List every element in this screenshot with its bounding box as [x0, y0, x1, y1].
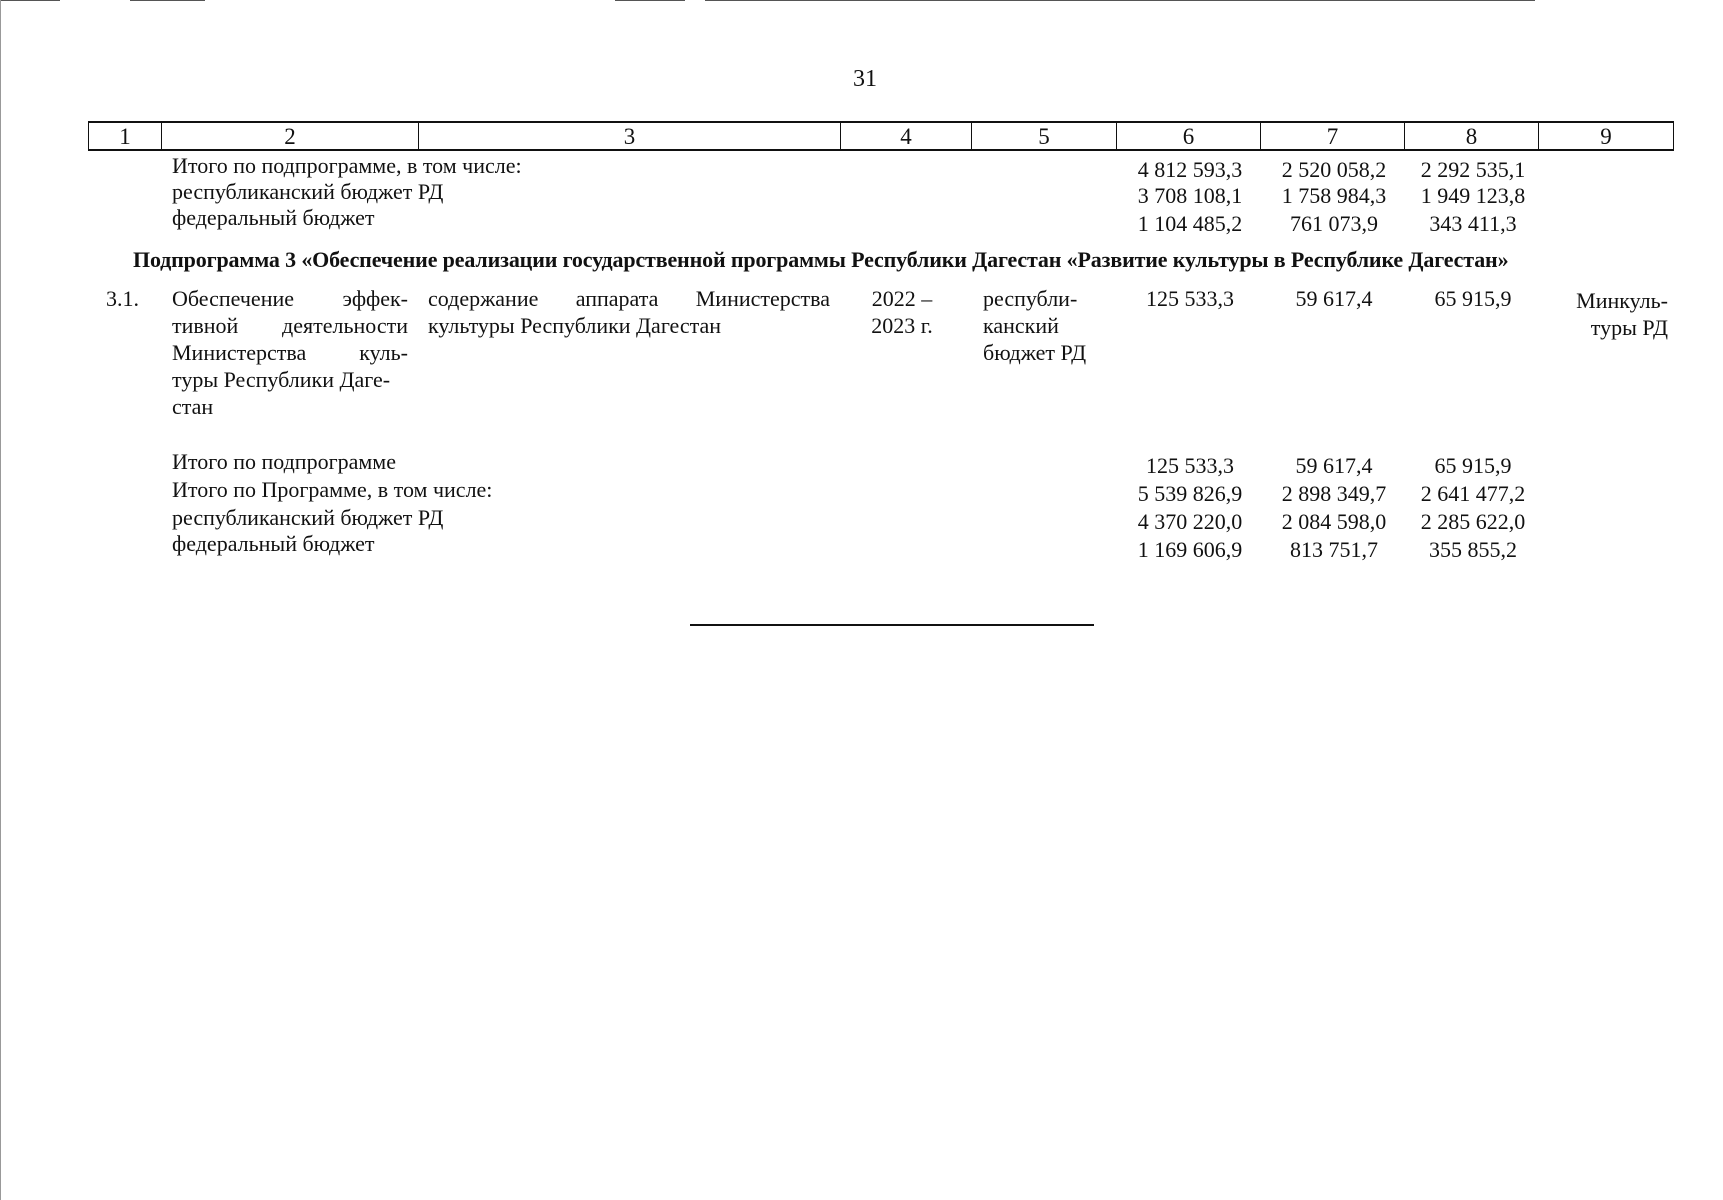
content-line: культуры Республики Дагестан — [428, 313, 722, 338]
total-value-col8: 65 915,9 — [1434, 453, 1512, 478]
total-value-col7: 2 520 058,2 — [1281, 157, 1387, 182]
row-value-col8: 65 915,9 — [1434, 286, 1512, 311]
total-value-col7: 1 758 984,3 — [1281, 183, 1387, 208]
total-value-col8: 2 285 622,0 — [1420, 509, 1526, 534]
total-value-col6: 3 708 108,1 — [1137, 183, 1243, 208]
total-label: федеральный бюджет — [172, 531, 375, 556]
total-value-col7: 2 898 349,7 — [1281, 481, 1387, 506]
table-header-row — [88, 121, 1674, 151]
source-line: республи- — [983, 286, 1078, 311]
total-value-col6: 1 104 485,2 — [1137, 211, 1243, 236]
table-header-cell: 6 — [1116, 123, 1260, 149]
table-header-cell: 9 — [1538, 123, 1674, 149]
page-number: 31 — [853, 66, 877, 92]
activity-line: тивной деятельности — [172, 313, 408, 338]
scan-edge-top-segment — [130, 0, 205, 1]
total-value-col7: 59 617,4 — [1295, 453, 1373, 478]
period-cell — [842, 285, 962, 339]
content-cell — [428, 285, 830, 339]
total-value-col8: 355 855,2 — [1429, 537, 1517, 562]
executor-cell — [1548, 287, 1668, 341]
scan-edge-left — [0, 0, 1, 1200]
activity-line: стан — [172, 394, 214, 419]
activity-line: Обеспечение эффек- — [172, 286, 408, 311]
table-header-cell: 2 — [161, 123, 418, 149]
source-line: бюджет РД — [983, 340, 1087, 365]
total-value-col8: 2 292 535,1 — [1420, 157, 1526, 182]
scan-edge-top-segment — [705, 0, 1535, 1]
total-label: республиканский бюджет РД — [172, 505, 444, 530]
executor-line: туры РД — [1590, 315, 1668, 340]
total-value-col8: 1 949 123,8 — [1420, 183, 1526, 208]
activity-line: туры Республики Даге- — [172, 367, 391, 392]
table-header-cell: 1 — [88, 123, 161, 149]
total-value-col6: 5 539 826,9 — [1137, 481, 1243, 506]
total-label: Итого по подпрограмме, в том числе: — [172, 153, 522, 178]
row-value-col6: 125 533,3 — [1146, 286, 1234, 311]
row-number: 3.1. — [106, 286, 139, 311]
total-value-col6: 4 370 220,0 — [1137, 509, 1243, 534]
table-header-cell: 3 — [418, 123, 840, 149]
total-label: федеральный бюджет — [172, 205, 375, 230]
scan-edge-top-left — [0, 0, 60, 1]
total-value-col8: 2 641 477,2 — [1420, 481, 1526, 506]
total-value-col7: 2 084 598,0 — [1281, 509, 1387, 534]
total-label: республиканский бюджет РД — [172, 179, 444, 204]
table-header-cell: 4 — [840, 123, 971, 149]
total-value-col6: 125 533,3 — [1146, 453, 1234, 478]
period-line: 2022 – — [871, 286, 933, 311]
total-label: Итого по Программе, в том числе: — [172, 477, 493, 502]
total-value-col7: 761 073,9 — [1290, 211, 1378, 236]
total-value-col8: 343 411,3 — [1429, 211, 1517, 236]
executor-line: Минкуль- — [1576, 288, 1668, 313]
activity-cell — [172, 285, 408, 420]
source-cell — [983, 285, 1115, 366]
row-value-col7: 59 617,4 — [1295, 286, 1373, 311]
table-header-cell: 5 — [971, 123, 1116, 149]
total-label: Итого по подпрограмме — [172, 449, 396, 474]
scan-edge-top-segment — [615, 0, 685, 1]
table-header-cell: 7 — [1260, 123, 1404, 149]
table-header-cell: 8 — [1404, 123, 1538, 149]
content-line: содержание аппарата Министерства — [428, 286, 830, 311]
total-value-col6: 1 169 606,9 — [1137, 537, 1243, 562]
period-line: 2023 г. — [871, 313, 933, 338]
total-value-col7: 813 751,7 — [1290, 537, 1378, 562]
activity-line: Министерства куль- — [172, 340, 408, 365]
subprogram3-heading: Подпрограмма 3 «Обеспечение реализации государственной программы Республики Дагестан «Развитие культуры в Республике Дагестан» — [133, 247, 1509, 272]
source-line: канский — [983, 313, 1059, 338]
total-value-col6: 4 812 593,3 — [1137, 157, 1243, 182]
end-of-table-rule — [690, 624, 1094, 626]
